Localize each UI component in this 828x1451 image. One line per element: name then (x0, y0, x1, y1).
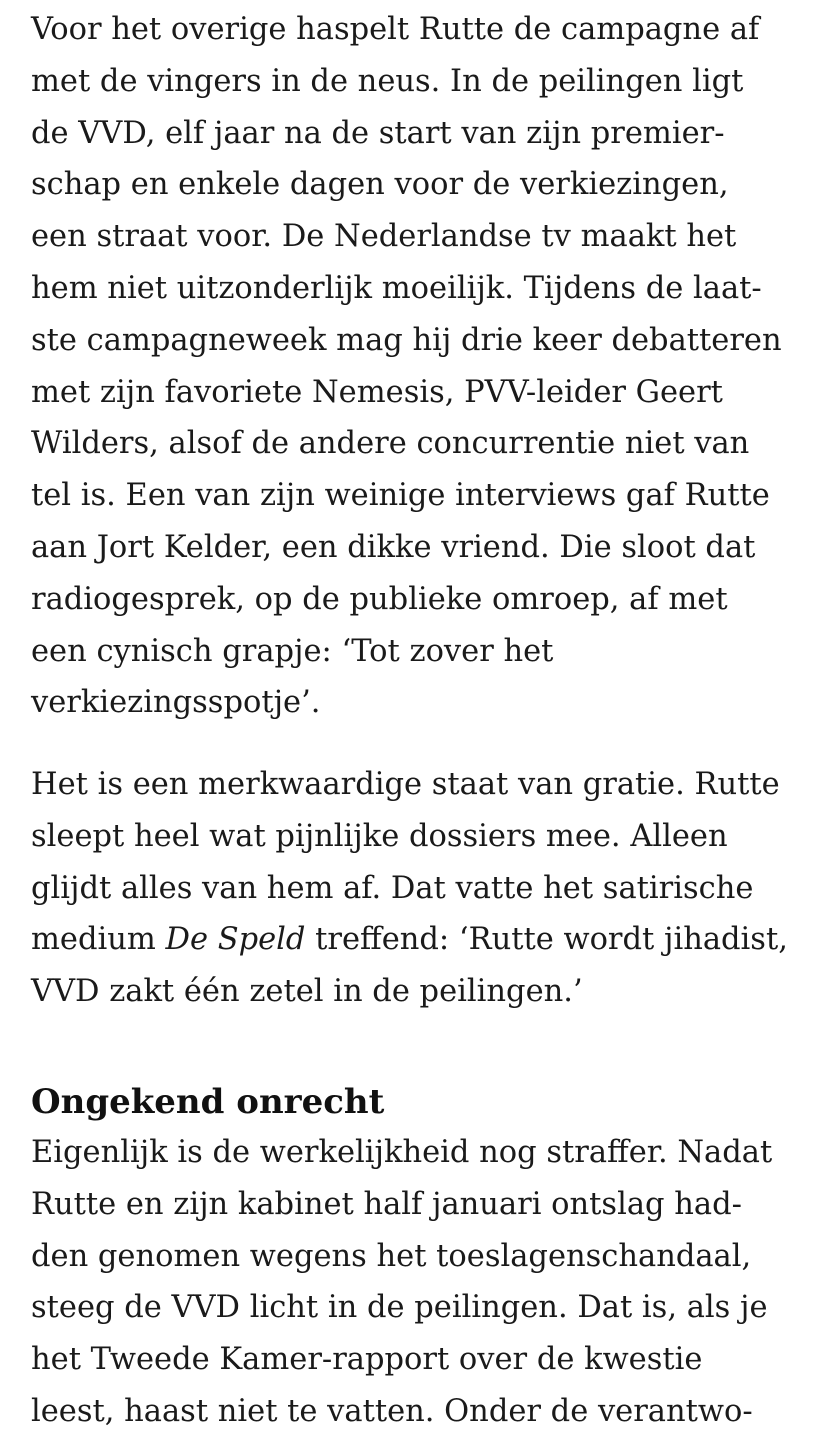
text-line: een straat voor. De Nederlandse tv maakt het (31, 219, 737, 255)
text-line: steeg de VVD licht in de peilingen. Dat is, als je (31, 1290, 768, 1326)
text-line: met de vingers in de neus. In de peilingen ligt (31, 63, 744, 99)
text-line: Wilders, alsof de andere concurrentie niet van (31, 426, 750, 462)
publication-name-italic: De Speld (165, 922, 306, 958)
text-line: Rutte en zijn kabinet half januari ontslag had- (31, 1186, 742, 1222)
paragraph-1 (31, 4, 782, 729)
text-line: schap en enkele dagen voor de verkiezingen, (31, 167, 729, 203)
text-line: aan Jort Kelder, een dikke vriend. Die sloot dat (31, 529, 756, 565)
text-line: verkiezingsspotje’. (31, 685, 321, 721)
text-line: leest, haast niet te vatten. Onder de verantwo- (31, 1393, 753, 1429)
text-fragment: treffend: ‘Rutte wordt jihadist, (305, 922, 788, 958)
text-line: ste campagneweek mag hij drie keer debatteren (31, 322, 782, 358)
text-line: VVD zakt één zetel in de peilingen.’ (31, 974, 583, 1010)
text-line (31, 914, 788, 966)
text-line: een cynisch grapje: ‘Tot zover het (31, 633, 554, 669)
text-line: met zijn favoriete Nemesis, PVV-leider Geert (31, 374, 723, 410)
text-line: den genomen wegens het toeslagenschandaal, (31, 1238, 752, 1274)
text-line: Eigenlijk is de werkelijkheid nog straffer. Nadat (31, 1135, 773, 1170)
text-line: Voor het overige haspelt Rutte de campagne af (31, 12, 760, 47)
paragraph-3 (31, 1127, 772, 1438)
text-line: hem niet uitzonderlijk moeilijk. Tijdens de laat- (31, 270, 762, 306)
text-line: de VVD, elf jaar na de start van zijn premier- (31, 115, 725, 151)
text-line: tel is. Een van zijn weinige interviews gaf Rutte (31, 478, 770, 514)
text-line: sleept heel wat pijnlijke dossiers mee. Alleen (31, 818, 728, 854)
text-line: Het is een merkwaardige staat van gratie. Rutte (31, 767, 780, 802)
text-line: het Tweede Kamer-rapport over de kwestie (31, 1342, 703, 1378)
text-fragment: medium (31, 922, 166, 958)
text-line: glijdt alles van hem af. Dat vatte het satirische (31, 870, 754, 906)
paragraph-2 (31, 759, 788, 1018)
section-heading: Ongekend onrecht (31, 1082, 385, 1122)
text-line: radiogesprek, op de publieke omroep, af met (31, 581, 728, 617)
